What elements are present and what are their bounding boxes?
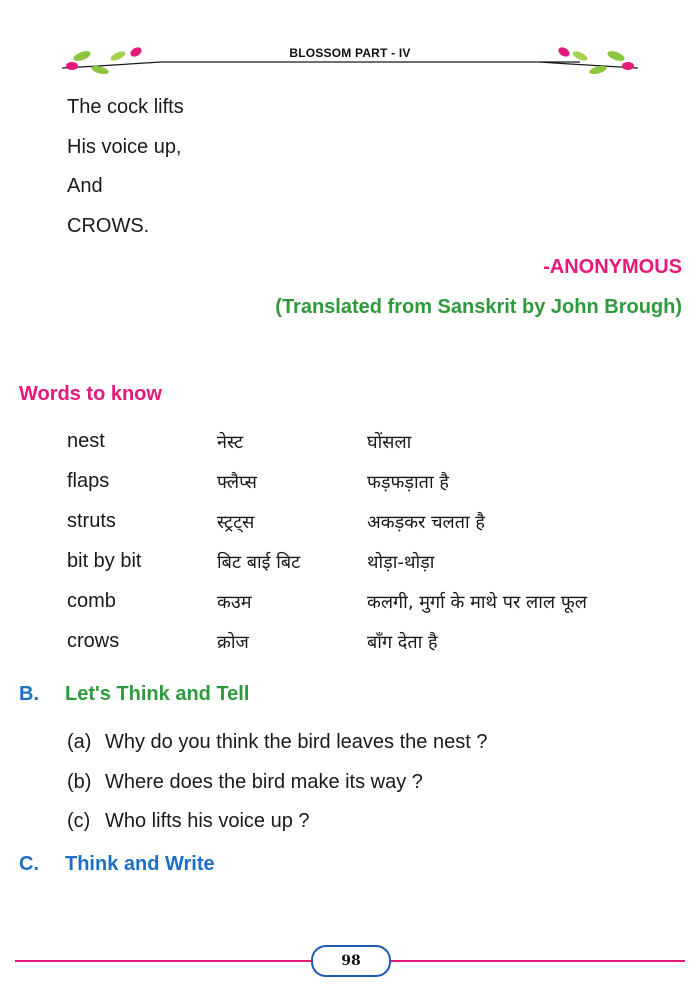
vocabulary-word: struts [67, 510, 116, 532]
vocabulary-meaning: थोड़ा-थोड़ा [367, 552, 435, 573]
vocabulary-pronunciation: क्रोज [217, 632, 249, 653]
footer-rule-left [15, 960, 311, 962]
poem-line: And [67, 175, 103, 197]
vocabulary-meaning: कलगी, मुर्गा के माथे पर लाल फूल [367, 592, 587, 613]
vocabulary-pronunciation: स्ट्रट्स [217, 512, 255, 533]
question-item [67, 802, 487, 842]
question-text: Who lifts his voice up ? [105, 810, 310, 832]
vocabulary-pronunciation: नेस्ट [217, 432, 244, 453]
vocabulary-pronunciation: बिट बाई बिट [217, 552, 301, 573]
question-item [67, 723, 487, 763]
vocabulary-word: flaps [67, 470, 110, 492]
page-header [60, 38, 640, 78]
vocabulary-meaning: फड़फड़ाता है [367, 472, 449, 493]
section-b-heading: Let's Think and Tell [65, 683, 250, 705]
vocabulary-word: bit by bit [67, 550, 142, 572]
vocabulary-word: comb [67, 590, 116, 612]
footer-rule-right [391, 960, 685, 962]
vocabulary-meaning: बाँग देता है [367, 632, 438, 653]
section-c-heading: Think and Write [65, 853, 215, 875]
poem-stanza [67, 88, 184, 246]
vocabulary-meaning: घोंसला [367, 432, 412, 453]
vocabulary-pronunciation: कउम [217, 592, 252, 613]
vocabulary-word: nest [67, 430, 105, 452]
translation-credit: (Translated from Sanskrit by John Brough) [275, 296, 682, 318]
poem-line: His voice up, [67, 135, 182, 158]
poem-line: The cock lifts [67, 96, 184, 118]
question-text: Where does the bird make its way ? [105, 770, 423, 793]
question-list [67, 723, 487, 842]
words-to-know-heading: Words to know [19, 383, 162, 405]
section-b-label: B. [19, 683, 39, 705]
page-footer [15, 945, 685, 977]
vocabulary-pronunciation: फ्लैप्स [217, 472, 257, 493]
question-letter: (c) [67, 810, 91, 832]
question-item [67, 763, 487, 803]
section-c-label: C. [19, 853, 39, 875]
poem-line: CROWS. [67, 214, 150, 237]
question-letter: (b) [67, 770, 92, 793]
question-letter: (a) [67, 731, 92, 753]
question-text: Why do you think the bird leaves the nest ? [105, 731, 488, 753]
vocabulary-meaning: अकड़कर चलता है [367, 512, 485, 533]
page-number: 98 [311, 945, 391, 977]
poem-author: -ANONYMOUS [543, 256, 682, 278]
vocabulary-word: crows [67, 630, 120, 652]
book-title: BLOSSOM PART - IV [289, 46, 411, 60]
